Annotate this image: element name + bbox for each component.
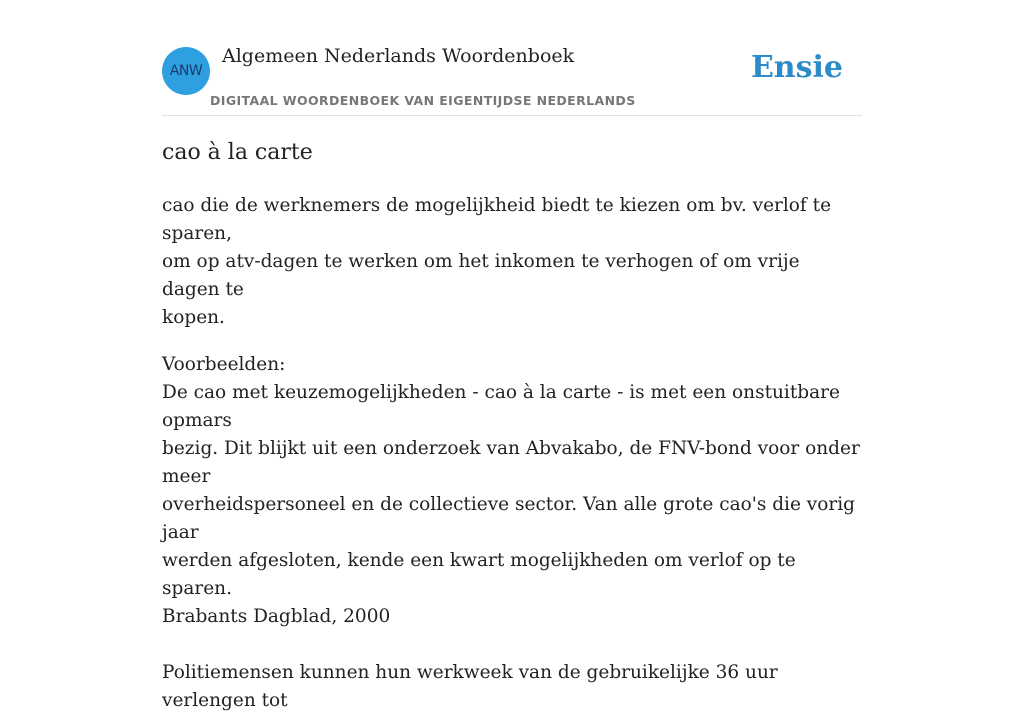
definition: [162, 192, 862, 332]
example-line: De cao met keuzemogelijkheden - cao à la carte - is met een onstuitbare opmars: [162, 382, 840, 431]
definition-line: om op atv-dagen te werken om het inkomen te verhogen of om vrije dagen te: [162, 251, 800, 300]
site-subtitle: DIGITAAL WOORDENBOEK VAN EIGENTIJDSE NEDERLANDS: [210, 93, 636, 108]
site-title[interactable]: Algemeen Nederlands Woordenboek: [222, 45, 575, 67]
ensie-brand-link[interactable]: Ensie: [750, 50, 843, 85]
example-source: Brabants Dagblad, 2000: [162, 606, 391, 627]
example-line: bezig. Dit blijkt uit een onderzoek van Abvakabo, de FNV-bond voor onder meer: [162, 438, 860, 487]
entry-title: cao à la carte: [162, 140, 313, 165]
anw-logo[interactable]: ANW: [162, 47, 210, 95]
definition-line: kopen.: [162, 307, 225, 328]
example-line: overheidspersoneel en de collectieve sector. Van alle grote cao's die vorig jaar: [162, 494, 855, 543]
definition-line: cao die de werknemers de mogelijkheid biedt te kiezen om bv. verlof te sparen,: [162, 195, 832, 244]
example-spacer: [162, 631, 862, 659]
examples: [162, 351, 862, 715]
header-divider: [162, 115, 862, 116]
example-line: Politiemensen kunnen hun werkweek van de gebruikelijke 36 uur verlengen tot: [162, 662, 778, 711]
example-line: werden afgesloten, kende een kwart mogelijkheden om verlof op te sparen.: [162, 550, 796, 599]
entry-content: [162, 192, 862, 715]
examples-label: Voorbeelden:: [162, 354, 286, 375]
